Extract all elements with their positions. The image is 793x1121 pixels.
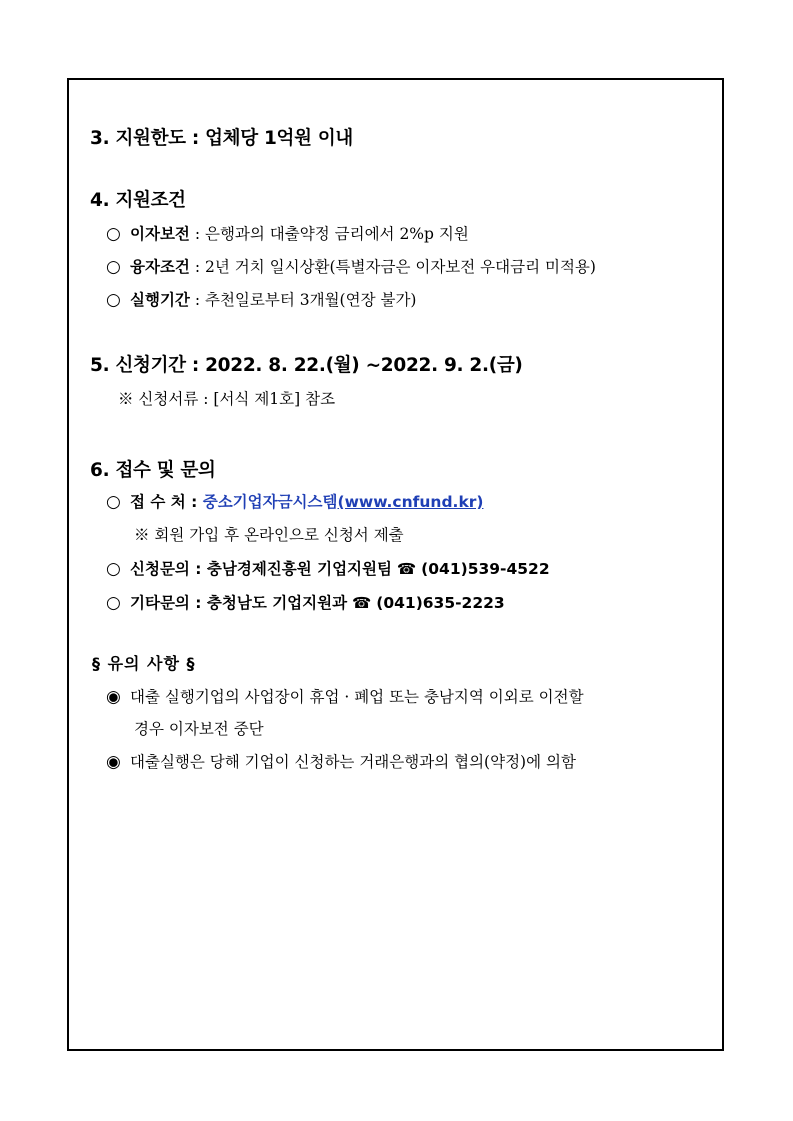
other-inquiry-org: 충청남도 기업지원과 xyxy=(206,594,348,612)
condition-interest: ○ 이자보전 : 은행과의 대출약정 금리에서 2%p 지원 xyxy=(106,224,469,244)
inquiry-org: 충남경제진흥원 기업지원팀 xyxy=(206,560,392,578)
phone-icon: ☎ xyxy=(352,594,372,612)
condition-label: 이자보전 xyxy=(130,225,190,243)
condition-text: 추천일로부터 3개월(연장 불가) xyxy=(204,291,417,309)
condition-label: 실행기간 xyxy=(130,291,190,309)
condition-loan: ○ 융자조건 : 2년 거치 일시상환(특별자금은 이자보전 우대금리 미적용) xyxy=(106,257,596,277)
section-3-title: 3. 지원한도 : 업체당 1억원 이내 xyxy=(90,128,353,149)
notes-title: § 유의 사항 § xyxy=(92,654,196,673)
inquiry-row: ○ 신청문의 : 충남경제진흥원 기업지원팀 ☎ (041)539-4522 xyxy=(106,559,550,579)
condition-period: ○ 실행기간 : 추천일로부터 3개월(연장 불가) xyxy=(106,290,417,310)
cnfund-link[interactable]: (www.cnfund.kr) xyxy=(337,493,484,511)
note-item xyxy=(106,685,584,707)
other-inquiry-phone: (041)635-2223 xyxy=(376,594,505,612)
condition-text: 은행과의 대출약정 금리에서 2%p 지원 xyxy=(204,225,469,243)
circle-bullet-icon: ○ xyxy=(106,224,121,244)
section-5-title: 5. 신청기간 : 2022. 8. 22.(월) ~2022. 9. 2.(금) xyxy=(90,355,523,376)
condition-label: 융자조건 xyxy=(130,258,190,276)
circle-bullet-icon: ○ xyxy=(106,593,121,613)
condition-text: 2년 거치 일시상환(특별자금은 이자보전 우대금리 미적용) xyxy=(204,258,596,276)
circle-bullet-icon: ○ xyxy=(106,257,121,277)
reception-label: 접 수 처 xyxy=(130,493,186,511)
note-text: 대출실행은 당해 기업이 신청하는 거래은행과의 협의(약정)에 의함 xyxy=(130,753,576,771)
note-text: 대출 실행기업의 사업장이 휴업 · 폐업 또는 충남지역 이외로 이전할 xyxy=(130,688,584,706)
section-6-title: 6. 접수 및 문의 xyxy=(90,460,216,481)
reception-site-name: 중소기업자금시스템 xyxy=(202,493,338,511)
inquiry-label: 신청문의 xyxy=(130,560,190,578)
other-inquiry-row: ○ 기타문의 : 충청남도 기업지원과 ☎ (041)635-2223 xyxy=(106,593,505,613)
other-inquiry-label: 기타문의 xyxy=(130,594,190,612)
circle-bullet-icon: ○ xyxy=(106,559,121,579)
reception-row: ○ 접 수 처 : 중소기업자금시스템(www.cnfund.kr) xyxy=(106,492,484,512)
section-4-title: 4. 지원조건 xyxy=(90,190,186,211)
application-docs-note: ※ 신청서류 : [서식 제1호] 참조 xyxy=(118,390,336,408)
inquiry-phone: (041)539-4522 xyxy=(421,560,550,578)
radio-bullet-icon: ◉ xyxy=(106,687,121,707)
note-item xyxy=(106,750,576,772)
circle-bullet-icon: ○ xyxy=(106,492,121,512)
phone-icon: ☎ xyxy=(396,560,417,578)
reception-note: ※ 회원 가입 후 온라인으로 신청서 제출 xyxy=(134,526,404,544)
note-text-continued: 경우 이자보전 중단 xyxy=(134,720,264,738)
circle-bullet-icon: ○ xyxy=(106,290,121,310)
radio-bullet-icon: ◉ xyxy=(106,752,121,772)
